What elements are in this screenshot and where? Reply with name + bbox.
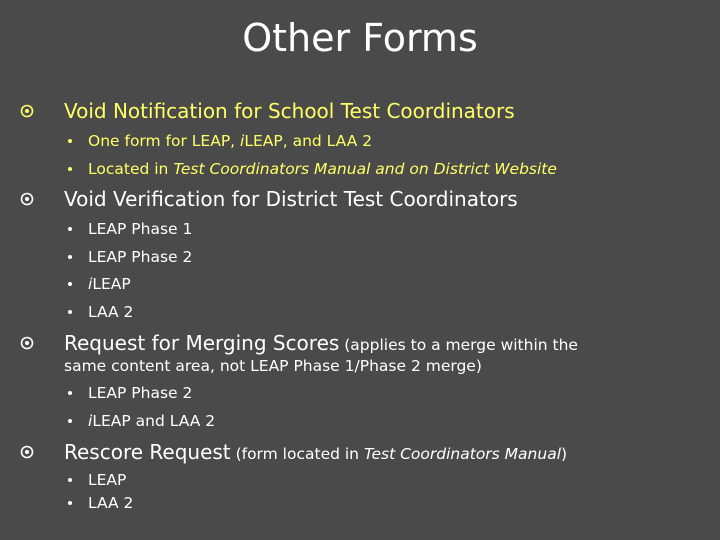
section-heading: Rescore Request [64, 440, 231, 464]
bullet-dot-icon [68, 255, 72, 259]
bullet-dot-icon [68, 167, 72, 171]
section-note: (applies to a merge within the [339, 336, 578, 354]
bullet-dot-icon [68, 310, 72, 314]
bullet-dot-icon [68, 391, 72, 395]
section-heading: Void Notification for School Test Coordinators [64, 99, 515, 123]
section-heading: Void Verification for District Test Coordinators [64, 187, 518, 211]
target-bullet-icon [20, 445, 34, 459]
bullet-dot-icon [68, 282, 72, 286]
bullet-dot-icon [68, 227, 72, 231]
bullet-dot-icon [68, 419, 72, 423]
section-heading: Request for Merging Scores [64, 331, 340, 355]
target-bullet-icon [20, 336, 34, 350]
section-note-continued: same content area, not LEAP Phase 1/Phase 2 merge) [64, 357, 482, 375]
section-note: (form located in Test Coordinators Manual) [230, 445, 568, 463]
bullet-dot-icon [68, 478, 72, 482]
bullet-dot-icon [68, 501, 72, 505]
bullet-dot-icon [68, 139, 72, 143]
target-bullet-icon [20, 192, 34, 206]
target-bullet-icon [20, 104, 34, 118]
slide-title: Other Forms [242, 16, 478, 60]
